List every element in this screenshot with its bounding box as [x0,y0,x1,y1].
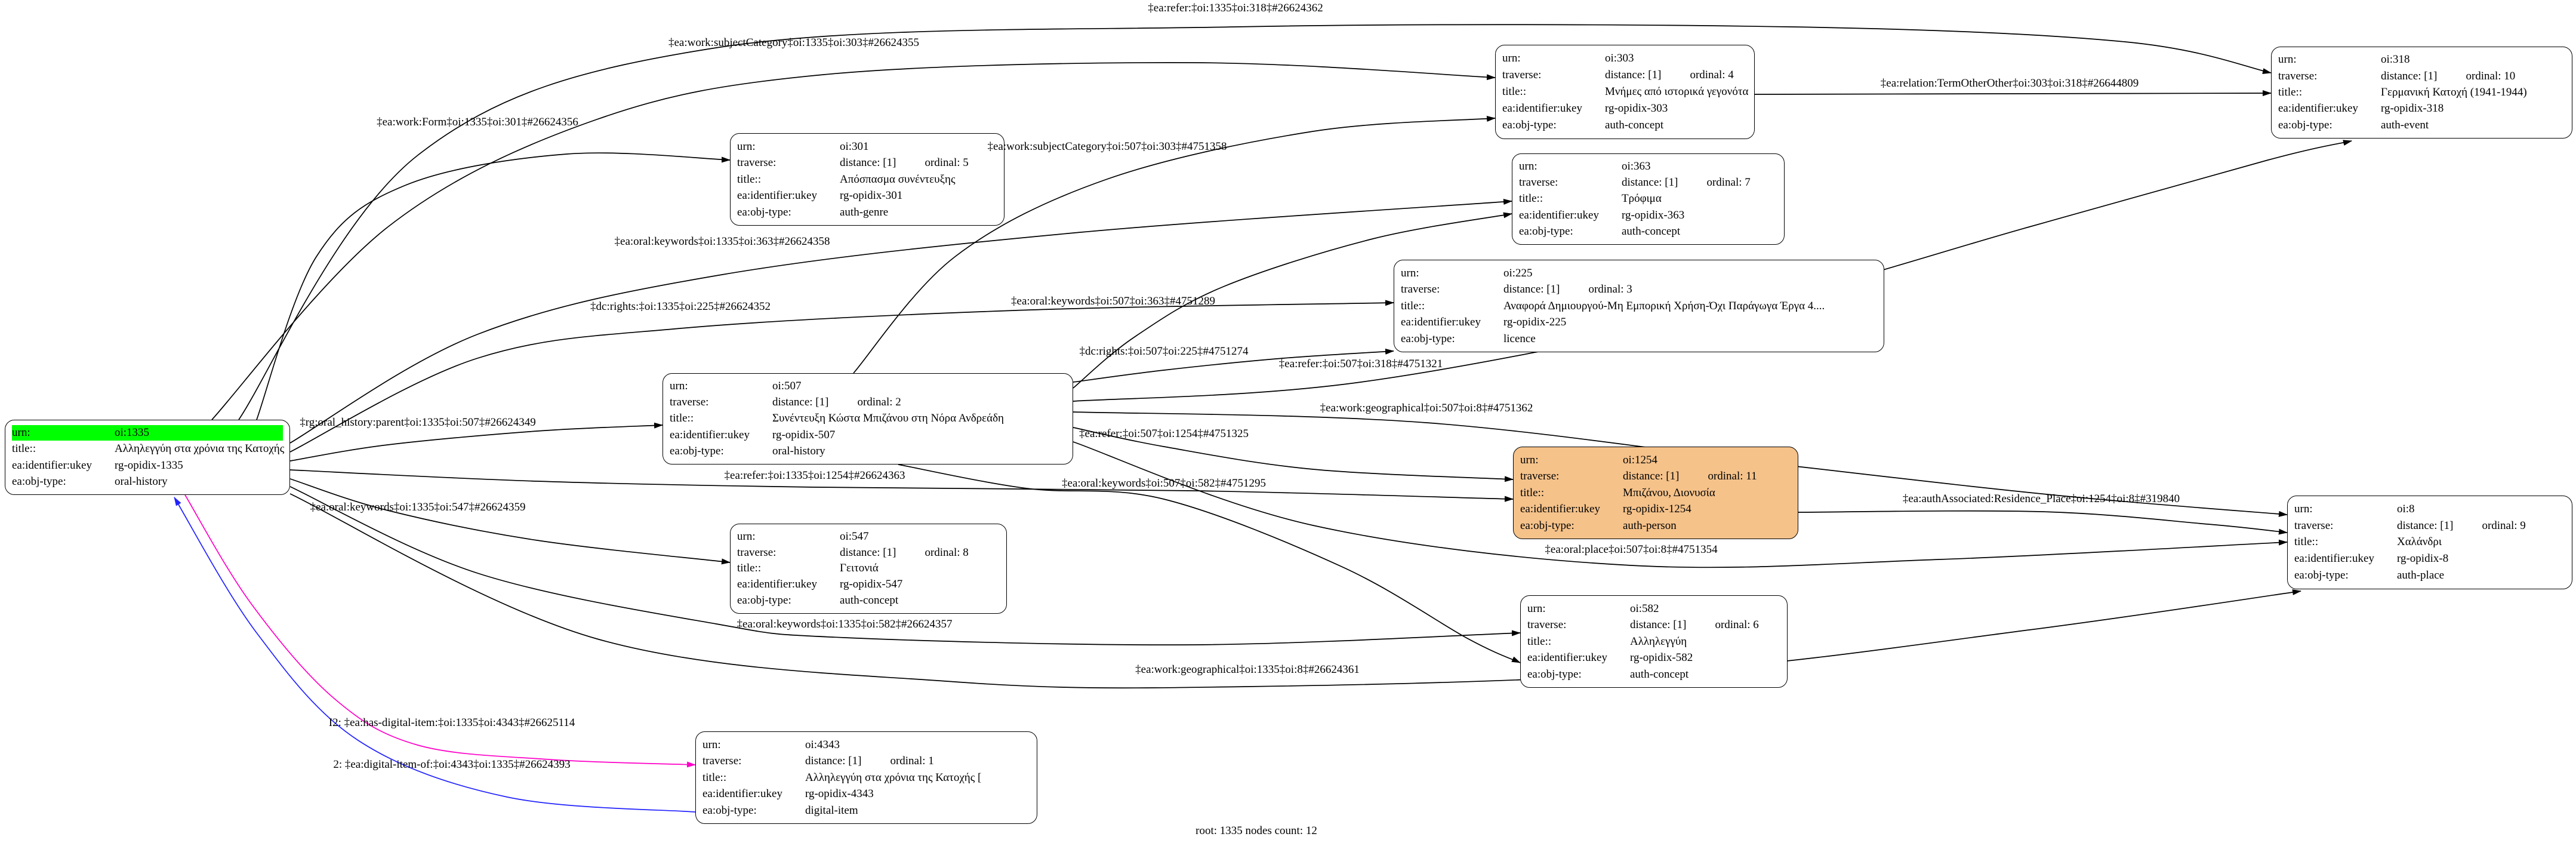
node-row [1527,634,1780,650]
row-value: oi:1254 [1623,453,1658,466]
row-key: urn: [2294,502,2313,515]
edge-label-26625114: I2: ‡ea:has-digital-item:‡oi:1335‡oi:4343‡#26625114 [328,716,575,729]
row-value: Τρόφιμα [1622,192,1662,205]
edge-label-26624352: ‡dc:rights:‡oi:1335‡oi:225‡#26624352 [590,300,771,313]
row-value-ordinal: ordinal: 6 [1715,619,1759,631]
node-row [1520,469,1791,484]
row-value-ordinal: ordinal: 7 [1706,176,1751,189]
row-key: title:: [1502,85,1527,98]
edge-label-26624361: ‡ea:work:geographical‡oi:1335‡oi:8‡#26624361 [1135,663,1360,676]
row-key: ea:identifier:ukey [670,428,750,441]
node-row [12,425,283,441]
row-value: auth-genre [840,205,889,219]
node-row [670,427,1066,443]
row-value-ordinal: ordinal: 3 [1588,283,1632,296]
row-value: rg-opidix-4343 [805,788,874,800]
edge-label-4751289: ‡ea:oral:keywords‡oi:507‡oi:363‡#4751289 [1011,295,1215,307]
row-key: ea:identifier:ukey [2294,552,2374,565]
node-row [2278,85,2565,100]
row-value: Αλληλεγγύη [1630,635,1687,648]
row-key: traverse: [1401,283,1440,296]
row-key: ea:identifier:ukey [1502,102,1582,115]
row-value: digital-item [805,804,858,817]
row-value: distance: [1] [840,156,896,169]
node-row [2278,101,2565,116]
node-oi-8[interactable] [2287,496,2572,589]
row-key: traverse: [737,546,777,559]
row-value-ordinal: ordinal: 11 [1708,470,1757,482]
row-key: traverse: [1520,470,1560,482]
node-row [1519,159,1777,174]
edge-oi1254-to-oi8-319840 [1798,511,2287,533]
row-key: traverse: [737,156,777,169]
edge-label-4751274: ‡dc:rights:‡oi:507‡oi:225‡#4751274 [1079,345,1249,358]
edge-label-4751362: ‡ea:work:geographical‡oi:507‡oi:8‡#4751362 [1320,402,1533,414]
row-value: rg-opidix-1335 [115,459,183,472]
row-key: title:: [1519,192,1543,205]
edge-oi1335-to-oi8-26624361 [290,494,2301,688]
row-value: oi:363 [1622,160,1651,173]
node-row [2278,52,2565,67]
row-value: oi:1335 [115,426,150,439]
row-key: title:: [670,412,694,425]
node-row [737,529,1000,545]
row-value: oral-history [115,475,168,488]
edge-label-4751295: ‡ea:oral:keywords‡oi:507‡oi:582‡#4751295 [1062,477,1266,490]
row-value: oi:582 [1630,602,1659,615]
node-row [737,139,997,155]
node-row [702,803,1030,819]
row-key: urn: [1520,453,1539,466]
row-key: ea:identifier:ukey [1527,651,1607,664]
node-row [737,545,1000,561]
row-value: distance: [1] [1630,619,1687,631]
row-value: auth-concept [1630,667,1689,681]
row-key: traverse: [1502,69,1542,81]
node-oi-1254[interactable] [1513,447,1798,539]
row-value: rg-opidix-507 [772,428,836,441]
row-value: rg-opidix-225 [1503,316,1567,328]
node-row [1520,502,1791,517]
row-key: ea:identifier:ukey [1401,316,1481,328]
node-oi-4343[interactable] [695,731,1037,824]
row-key: traverse: [1519,176,1558,189]
node-row [670,395,1066,410]
node-oi-1335[interactable] [5,420,290,495]
row-key: title:: [1520,486,1545,499]
row-value: Μνήμες από ιστορικά γεγονότα [1605,85,1749,98]
row-value: distance: [1] [2381,69,2438,82]
edge-label-26624355: ‡ea:work:subjectCategory‡oi:1335‡oi:303‡#26624355 [668,36,920,49]
row-value: Αλληλεγγύη στα χρόνια της Κατοχής [ [805,771,982,784]
row-key: title:: [12,442,36,456]
node-row [2294,568,2565,583]
row-value: rg-opidix-303 [1605,102,1668,115]
node-row [1502,118,1748,133]
node-row [2278,69,2565,84]
row-value: distance: [1] [840,546,896,559]
row-value: rg-opidix-318 [2381,102,2444,115]
node-oi-363[interactable] [1512,153,1785,245]
row-value-ordinal: ordinal: 10 [2466,69,2516,82]
row-value: oi:301 [840,140,869,153]
row-key: urn: [12,426,30,439]
row-key: ea:obj-type: [2294,569,2349,582]
row-value: rg-opidix-547 [840,578,903,591]
row-value: oi:8 [2397,502,2415,515]
node-row [1519,208,1777,223]
node-row [702,753,1030,769]
row-value: oi:547 [840,530,869,543]
row-value: rg-opidix-363 [1622,208,1685,222]
node-row [1527,667,1780,682]
edge-oi1335-to-oi507-26624349 [290,425,663,461]
node-row [1519,175,1777,190]
row-value: Αναφορά Δημιουργού-Μη Εμπορική Χρήση-Όχι Παράγωγα Έργα 4.... [1503,299,1825,312]
node-row [12,474,283,490]
node-oi-225[interactable] [1394,260,1884,352]
node-oi-547[interactable] [730,524,1007,614]
row-key: ea:obj-type: [702,804,757,817]
node-row [1401,299,1877,314]
node-row [2278,118,2565,133]
node-oi-301[interactable] [730,133,1004,226]
row-key: urn: [737,530,756,543]
row-value: oi:303 [1605,52,1634,64]
node-row [670,379,1066,394]
row-value: rg-opidix-1254 [1623,503,1691,515]
row-key: ea:obj-type: [2278,118,2332,131]
edge-oi303-to-oi318-26644809 [1755,93,2271,94]
node-row [1519,224,1777,239]
row-value: Απόσπασμα συνέντευξης [840,173,956,186]
row-value: oral-history [772,444,825,457]
node-row [670,444,1066,459]
node-row [702,770,1030,786]
edge-label-4751325: ‡ea:refer:‡oi:507‡oi:1254‡#4751325 [1079,427,1249,440]
row-key: urn: [737,140,756,153]
row-key: urn: [1527,602,1546,615]
node-row [2294,551,2565,567]
node-row [1520,453,1791,468]
row-key: traverse: [670,396,709,409]
node-row [1502,101,1748,116]
row-value: auth-event [2381,118,2429,131]
row-key: traverse: [702,755,742,767]
row-key: ea:obj-type: [1520,519,1574,532]
node-oi-318[interactable] [2271,47,2572,139]
edge-label-26624393: 2: ‡ea:digital-item-of:‡oi:4343‡oi:1335‡#26624393 [333,758,571,771]
row-key: title:: [702,771,727,784]
row-value: auth-concept [840,594,899,607]
row-value: auth-concept [1622,224,1681,238]
row-key: urn: [670,380,688,393]
edge-label-26624356: ‡ea:work:Form‡oi:1335‡oi:301‡#26624356 [377,116,578,128]
row-value: Συνέντευξη Κώστα Μπιζάνου στη Νόρα Ανδρεάδη [772,412,1004,425]
row-value: rg-opidix-301 [840,189,903,202]
node-row [737,188,997,204]
node-row [1520,485,1791,501]
row-key: ea:identifier:ukey [2278,102,2358,115]
node-row [1502,84,1748,100]
node-row [1401,266,1877,281]
row-key: ea:obj-type: [1401,332,1455,345]
row-value: distance: [1] [805,755,862,767]
row-key: ea:identifier:ukey [737,578,817,591]
row-key: ea:identifier:ukey [1519,208,1599,222]
node-row [702,737,1030,753]
node-row [1527,601,1780,617]
edge-label-26624358: ‡ea:oral:keywords‡oi:1335‡oi:363‡#26624358 [614,235,830,248]
row-key: ea:obj-type: [12,475,66,488]
node-row [1519,191,1777,207]
node-row [2294,502,2565,517]
row-key: urn: [1502,52,1521,64]
node-row [702,786,1030,802]
node-oi-582[interactable] [1520,595,1788,688]
edge-label-4751354: ‡ea:oral:place‡oi:507‡oi:8‡#4751354 [1545,543,1718,556]
row-value: Γερμανική Κατοχή (1941-1944) [2381,85,2527,99]
row-value: oi:4343 [805,738,840,751]
row-key: urn: [1401,266,1419,279]
row-key: traverse: [1527,619,1567,631]
row-value: Γειτονιά [840,562,879,575]
node-oi-303[interactable] [1495,45,1755,139]
row-value-ordinal: ordinal: 9 [2482,519,2526,532]
node-row [1401,282,1877,297]
edge-label-26624362: ‡ea:refer:‡oi:1335‡oi:318‡#26624362 [1148,2,1323,14]
node-row [2294,534,2565,550]
row-key: title:: [737,562,762,575]
edge-label-26644809: ‡ea:relation:TermOtherOther‡oi:303‡oi:318‡#26644809 [1880,77,2139,90]
row-key: ea:obj-type: [737,205,791,219]
row-key: title:: [1527,635,1552,648]
row-key: ea:obj-type: [1502,119,1557,131]
edge-label-26624359: ‡ea:oral:keywords‡oi:1335‡oi:547‡#26624359 [310,501,526,513]
row-value: auth-person [1623,519,1677,532]
node-row [1401,331,1877,347]
node-row [12,441,283,457]
node-row [737,577,1000,592]
row-key: ea:identifier:ukey [1520,503,1600,515]
row-key: traverse: [2294,519,2334,532]
row-value: Χαλάνδρι [2397,536,2442,549]
row-value: rg-opidix-582 [1630,651,1693,664]
row-key: urn: [702,738,721,751]
row-value: oi:507 [772,380,802,393]
row-key: ea:identifier:ukey [12,459,92,472]
edge-label-26624349: ‡rg:oral_history:parent‡oi:1335‡oi:507‡#26624349 [300,416,536,429]
node-row [1502,51,1748,66]
node-oi-507[interactable] [663,373,1073,465]
row-key: traverse: [2278,69,2318,82]
row-value: distance: [1] [1503,283,1560,296]
row-key: ea:obj-type: [1527,667,1582,681]
row-value-ordinal: ordinal: 5 [925,156,969,169]
row-value: distance: [1] [1622,176,1678,189]
row-value: oi:225 [1503,266,1533,279]
edge-label-26624357: ‡ea:oral:keywords‡oi:1335‡oi:582‡#26624357 [737,618,953,630]
node-row [1502,67,1748,83]
edge-label-26624363: ‡ea:refer:‡oi:1335‡oi:1254‡#26624363 [724,469,905,482]
node-row [12,458,283,473]
node-row [737,205,997,220]
row-value: licence [1503,332,1536,345]
row-value-ordinal: ordinal: 1 [890,755,934,767]
row-key: title:: [737,173,762,186]
row-key: title:: [2278,85,2303,99]
node-row [1520,518,1791,534]
row-key: ea:obj-type: [670,444,724,457]
row-key: ea:identifier:ukey [737,189,817,202]
node-row [670,411,1066,426]
row-key: urn: [2278,53,2297,66]
row-key: ea:obj-type: [737,594,791,607]
edge-label-4751321: ‡ea:refer:‡oi:507‡oi:318‡#4751321 [1278,358,1443,370]
row-key: urn: [1519,160,1537,173]
node-row [737,172,997,187]
node-row [1401,315,1877,330]
row-value: distance: [1] [772,396,829,409]
row-value-ordinal: ordinal: 2 [857,396,901,409]
edge-label-319840: ‡ea:authAssociated:Residence_Place‡oi:1254‡oi:8‡#319840 [1902,493,2180,505]
node-row [737,593,1000,608]
row-value: auth-concept [1605,119,1664,131]
row-value: rg-opidix-8 [2397,552,2449,565]
row-value: distance: [1] [2397,519,2454,532]
row-value: distance: [1] [1605,69,1662,81]
row-value: Αλληλεγγύη στα χρόνια της Κατοχής [115,442,285,456]
root-status-text: root: 1335 nodes count: 12 [1195,825,1317,837]
node-row [1527,617,1780,633]
row-key: title:: [2294,536,2319,549]
row-value: Μπιζάνου, Διονυσία [1623,486,1715,499]
row-value-ordinal: ordinal: 4 [1690,69,1734,81]
node-row [2294,518,2565,534]
row-key: title:: [1401,299,1425,312]
node-row [737,561,1000,576]
node-row [1527,650,1780,666]
row-value: oi:318 [2381,53,2410,66]
node-row [737,155,997,171]
row-value: auth-place [2397,569,2445,582]
row-key: ea:identifier:ukey [702,788,782,800]
row-value: distance: [1] [1623,470,1680,482]
row-value-ordinal: ordinal: 8 [925,546,969,559]
row-key: ea:obj-type: [1519,224,1573,238]
edge-label-4751358: ‡ea:work:subjectCategory‡oi:507‡oi:303‡#4751358 [987,140,1227,153]
